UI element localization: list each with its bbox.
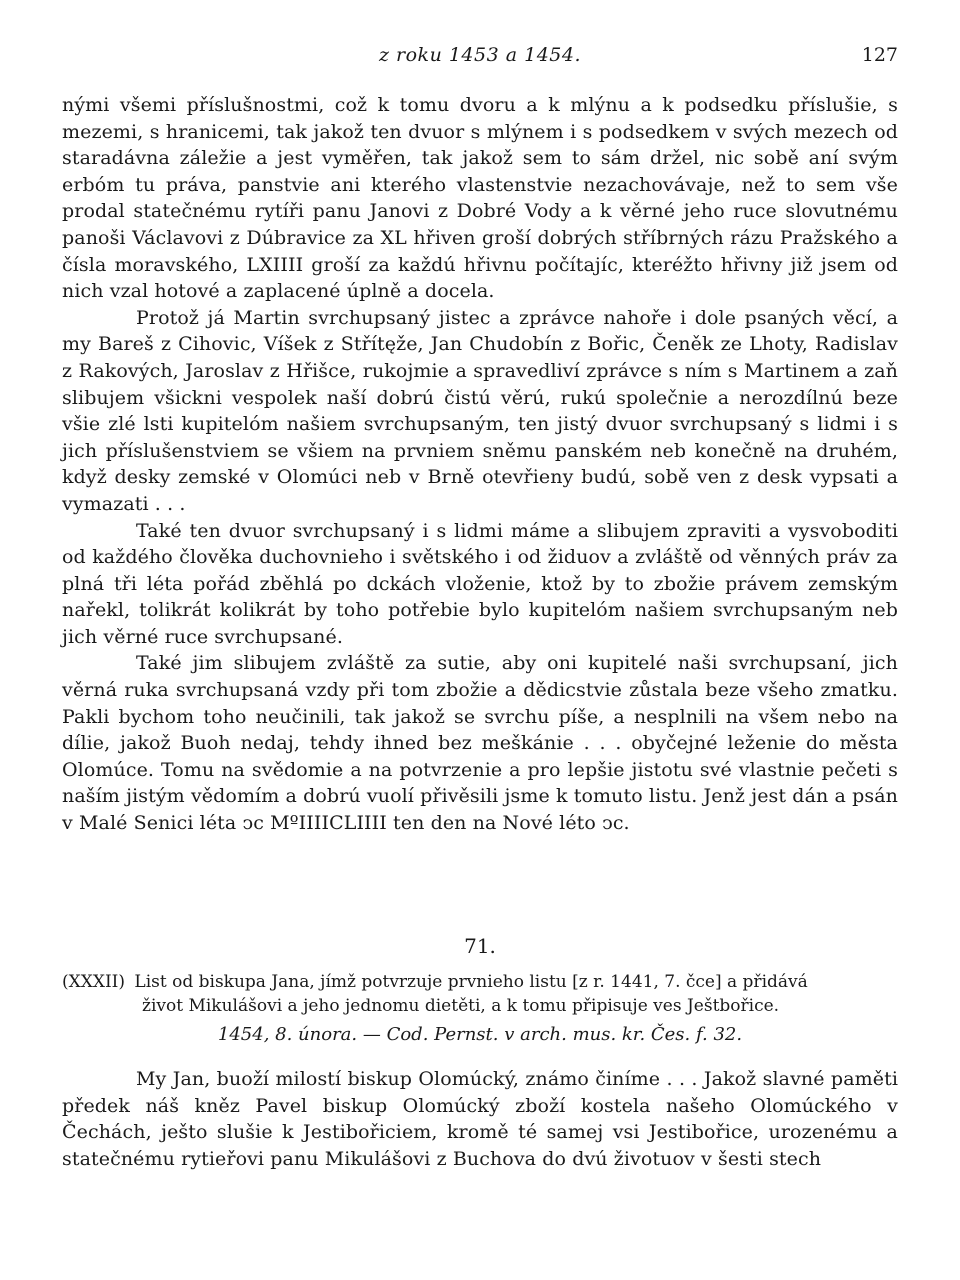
- regest-line-1: List od biskupa Jana, jímž potvrzuje prvnieho listu [z r. 1441, 7. čce] a přidává: [134, 972, 808, 992]
- document-source-line: 1454, 8. února. — Cod. Pernst. v arch. mus. kr. Čes. f. 32.: [217, 1024, 743, 1045]
- paragraph-1: nými všemi příslušnostmi, což k tomu dvoru a k mlýnu a k podsedku příslušie, s mezemi, s hranicemi, tak jakož ten dvuor s mlýnem i s podsedkem v svých mezech od staradávna záležie a jest vyměřen, tak jakož sem to sám držel, nic sobě aní svým erbóm tu práva, panstvie ani kterého vlastenstvie nezachovávaje, než to sem vše prodal statečnému rytíři panu Janovi z Dobré Vody a k věrné jeho ruce slovutnému panoši Václavovi z Dúbravice za XL hřiven groší dobrých stříbrných rázu Pražského a čísla moravského, LXIIII groší za každú hřivnu počítajíc, kteréžto hřivny již jsem od nich vzal hotové a zaplacené úplně a docela.: [62, 94, 898, 303]
- document-71-text: [62, 1066, 898, 1172]
- document-regest: [62, 970, 898, 1018]
- regest-line-2: život Mikulášovi a jeho jednomu dietěti, a k tomu připisuje ves Ještbořice.: [142, 996, 780, 1016]
- page-number: 127: [861, 44, 898, 66]
- running-head: [62, 44, 898, 72]
- paragraph-5: My Jan, buoží milostí biskup Olomúcký, známo činíme . . . Jakož slavné paměti předek náš kněz Pavel biskup Olomúcký zboží kostela našeho Olomúckého v Čechách, ješto slušie k Jestibořiciem, kromě té samej vsi Jestibořice, urozenému a statečnému rytieřovi panu Mikulášovi z Buchova do dvú životuov v šesti stech: [62, 1068, 898, 1170]
- paragraph-2: Protož já Martin svrchupsaný jistec a zprávce nahoře i dole psaných věcí, a my Bareš z Cihovic, Víšek z Střítęže, Jan Chudobín z Bořic, Čeněk ze Lhoty, Radislav z Rakových, Jaroslav z Hřišce, rukojmie a spravedliví zprávce s ním s Martinem a zaň slibujem všickni vespolek naší dobrú čistú věrú, rukú společnie a nerozdílnú beze všie zlé lsti kupitelóm našiem svrchupsaným, ten jistý dvuor svrchupsaný s lidmi i s jich příslušenstviem se všiem na prvniem sněmu panském neb konečně na druhém, když desky zemské v Olomúci neb v Brně otevřieny budú, sobě ven z desk vypsati a vymazati . . .: [62, 306, 898, 515]
- paragraph-4: Také jim slibujem zvláště za sutie, aby oni kupitelé naši svrchupsaní, jich věrná ruka svrchupsaná vzdy při tom zbožie a dědicstvie zůstala beze všeho zmatku. Pakli bychom toho neučinili, tak jakož se svrchu píše, a nesplnili na všem nebo na dílie, jakož Buoh nedaj, tehdy ihned bez meškánie . . . obyčejné leženie do města Olomúce. Tomu na svědomie a na potvrzenie a pro lepšie jistotu své vlastnie pečeti s naším jistým vědomím a dobrú vuolí přivěsili jsme k tomuto listu. Jenž jest dán a psán v Malé Senici léta ↄc MºIIIICLIIII ten den na Nové léto ↄc.: [62, 652, 898, 835]
- regest-roman-number: (XXXII): [62, 972, 126, 992]
- document-70-text: [62, 92, 898, 837]
- paragraph-3: Také ten dvuor svrchupsaný i s lidmi máme a slibujem zpraviti a vysvoboditi od každého člověka duchovnieho i světského i od židuov a zvláště od věnných práv za plná tři léta pořád zběhlá po dckách vloženie, ktož by to zbožie právem zemským nařekl, tolikrát kolikrát by toho potřebie bylo kupitelóm našiem svrchupsaným neb jich věrné ruce svrchupsané.: [62, 519, 898, 648]
- document-number: 71.: [464, 934, 496, 958]
- running-title: z roku 1453 a 1454.: [378, 44, 581, 66]
